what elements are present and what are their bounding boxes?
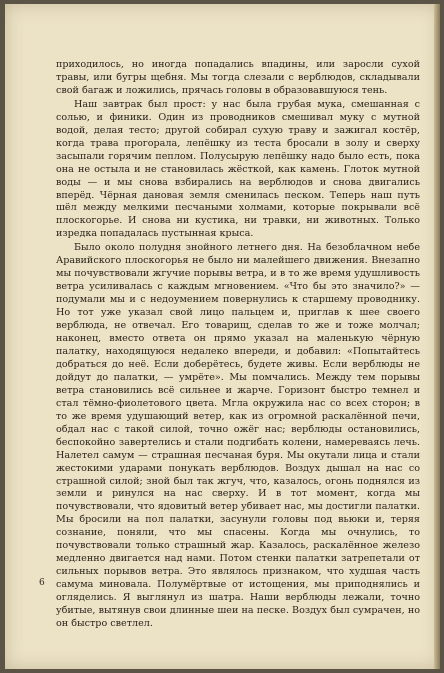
page-edge bbox=[434, 4, 440, 669]
paragraph: приходилось, но иногда попадались впадины, или заросли сухой травы, или бугры щебня. Мы тогда слезали с верблюдов, складывали свой багаж и ложились, прячась головы в образовавшуюся тень. bbox=[56, 59, 420, 96]
paragraph: Было около полудня знойного летнего дня. На безоблачном небе Аравийского плоскогорья не было ни малейшего движения. Внезапно мы почувствовали жгучие порывы ветра, и в то же время удушливость ветра усиливалась с каждым мгновением. «Что бы это значило?» — подумали мы и с недоумением повернулись к старшему проводнику. Но тот уже указал свой лицо пальцем и, приглав к шее своего верблюда, не отвечал. Его товарищ, сделав то же и тоже молчал; наконец, вместо ответа он прямо указал на маленькую чёрную палатку, находящуюся недалеко впереди, и добавил: «Попытайтесь добраться до неё. Если доберётесь, будете живы. Если верблюды не дойдут до палатки, — умрёте». Мы помчались. Между тем порывы ветра становились всё сильнее и жарче. Горизонт быстро темнел и стал тёмно-фиолетового цвета. Мгла окружила нас со всех сторон; в то же время удушающий ветер, как из огромной раскалённой печи, обдал нас с такой силой, точно ожёг нас; верблюды остановились, беспокойно завертелись и стали подгибать колени, намереваясь лечь. Налетел самум — страшная песчаная буря. Мы окутали лица и стали жестокими ударами понукать верблюдов. Воздух дышал на нас со страшной силой; зной был так жгуч, что, казалось, огонь поднялся из земли и ринулся на нас сверху. И в тот момент, когда мы почувствовали, что ядовитый ветер убивает нас, мы достигли палатки. Мы бросили на пол палатки, засунули головы под вьюки и, теряя сознание, поняли, что мы спасены. Когда мы очнулись, то почувствовали только страшный жар. Казалось, раскалённое железо медленно двигается над нами. Потом стенки палатки затрепетали от сильных порывов ветра. Это являлось признаком, что худшая часть самума миновала. Полумёртвые от истощения, мы приподнялись и огляделись. Я выглянул из шатра. Наши верблюды лежали, точно убитые, вытянув свои длинные шеи на песке. Воздух был сумрачен, но он быстро светлел. bbox=[56, 242, 420, 629]
paragraph: Наш завтрак был прост: у нас была грубая мука, смешанная с солью, и финики. Один из проводников смешивал муку с мутной водой, делая тесто; другой собирал сухую траву и зажигал костёр, когда трава прогорала, лепёшку из теста бросали в золу и сверху засыпали горячим пеплом. Полусырую лепёшку надо было есть, пока она не остыла и не становилась жёсткой, как камень. Глоток мутной воды — и мы снова взбирались на верблюдов и снова двигались вперёд. Чёрная дановая земля сменилась песком. Теперь наш путь шёл между мелкими песчаными холмами, которые покрывали всё плоскогорье. И снова ни кустика, ни травки, ни животных. Только изредка попадалась пустынная крыса. bbox=[56, 98, 420, 240]
page-number: 6 bbox=[39, 578, 45, 588]
book-page bbox=[5, 4, 440, 669]
body-text bbox=[56, 59, 420, 631]
